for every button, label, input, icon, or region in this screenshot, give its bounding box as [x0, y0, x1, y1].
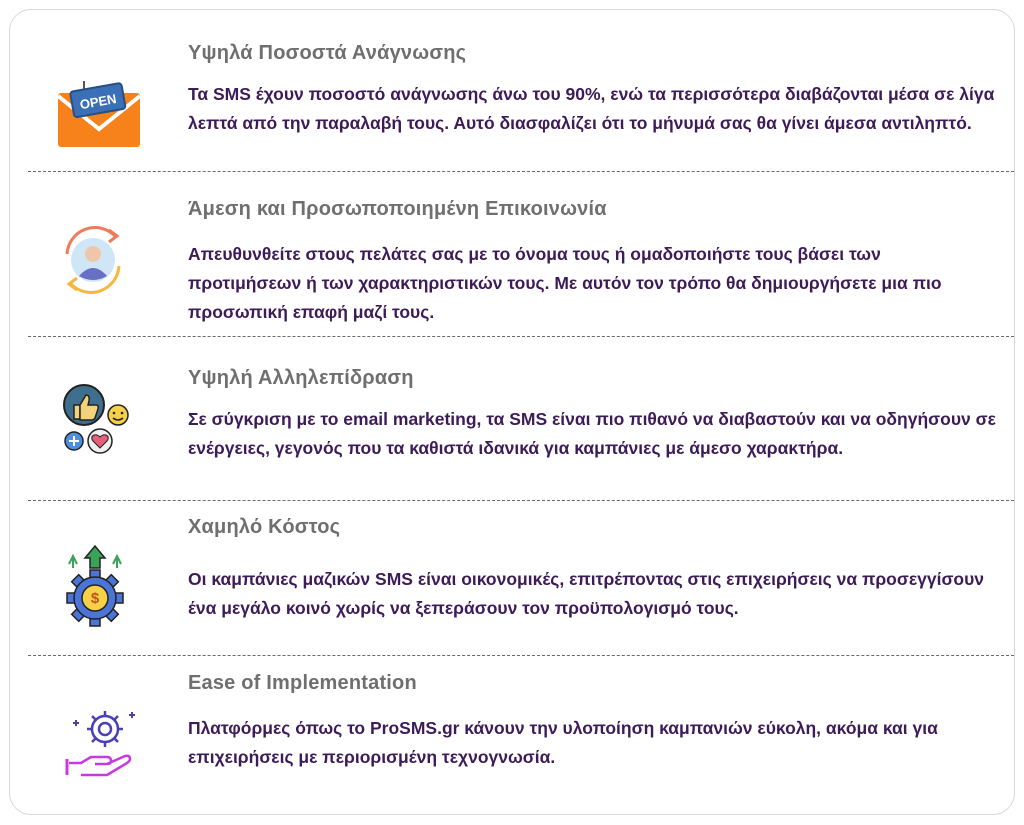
benefit-title: Υψηλή Αλληλεπίδραση — [188, 367, 414, 389]
section-divider — [28, 171, 1014, 172]
svg-text:$: $ — [90, 590, 100, 607]
benefit-title: Άμεση και Προσωποποιημένη Επικοινωνία — [188, 198, 607, 220]
benefit-text: Τα SMS έχουν ποσοστό ανάγνωσης άνω του 90%, ενώ τα περισσότερα διαβάζονται μέσα σε λίγα λεπτά από την παραλαβή τους. Αυτό διασφαλίζει ότι το μήνυμά σας θα γίνει άμεσα αντιληπτό. — [188, 84, 995, 133]
benefit-title: Χαμηλό Κόστος — [188, 516, 341, 538]
benefit-text: Σε σύγκριση με το email marketing, τα SMS είναι πιο πιθανό να διαβαστούν και να οδηγήσουν σε ενέργειες, γεγονός που τα καθιστά ιδανικά για καμπάνιες με άμεσο χαρακτήρα. — [188, 409, 996, 458]
open-envelope-icon — [54, 70, 144, 160]
benefit-title: Ease of Implementation — [188, 672, 417, 694]
benefit-text: Οι καμπάνιες μαζικών SMS είναι οικονομικές, επιτρέποντας στις επιχειρήσεις να προσεγγίσουν ένα μεγάλο κοινό χωρίς να ξεπεράσουν τον προϋπολογισμό τους. — [188, 569, 985, 618]
section-divider — [28, 336, 1014, 337]
engagement-icon — [50, 377, 140, 467]
user-refresh-icon — [48, 215, 138, 305]
money-gear-icon — [50, 540, 140, 630]
section-divider — [28, 500, 1014, 501]
svg-text:OPEN: OPEN — [78, 91, 118, 113]
benefit-title: Υψηλά Ποσοστά Ανάγνωσης — [188, 42, 467, 64]
benefits-card — [9, 9, 1015, 815]
benefit-text: Πλατφόρμες όπως το ProSMS.gr κάνουν την υλοποίηση καμπανιών εύκολη, ακόμα και για επιχειρήσεις με περιορισμένη τεχνογνωσία. — [188, 718, 938, 767]
section-divider — [28, 655, 1014, 656]
gear-hand-icon — [58, 698, 148, 788]
benefit-text: Απευθυνθείτε στους πελάτες σας με το όνομα τους ή ομαδοποιήστε τους βάσει των προτιμήσεων ή των χαρακτηριστικών τους. Με αυτόν τον τρόπο θα δημιουργήσετε μια πιο προσωπική επαφή μαζί τους. — [188, 244, 942, 322]
